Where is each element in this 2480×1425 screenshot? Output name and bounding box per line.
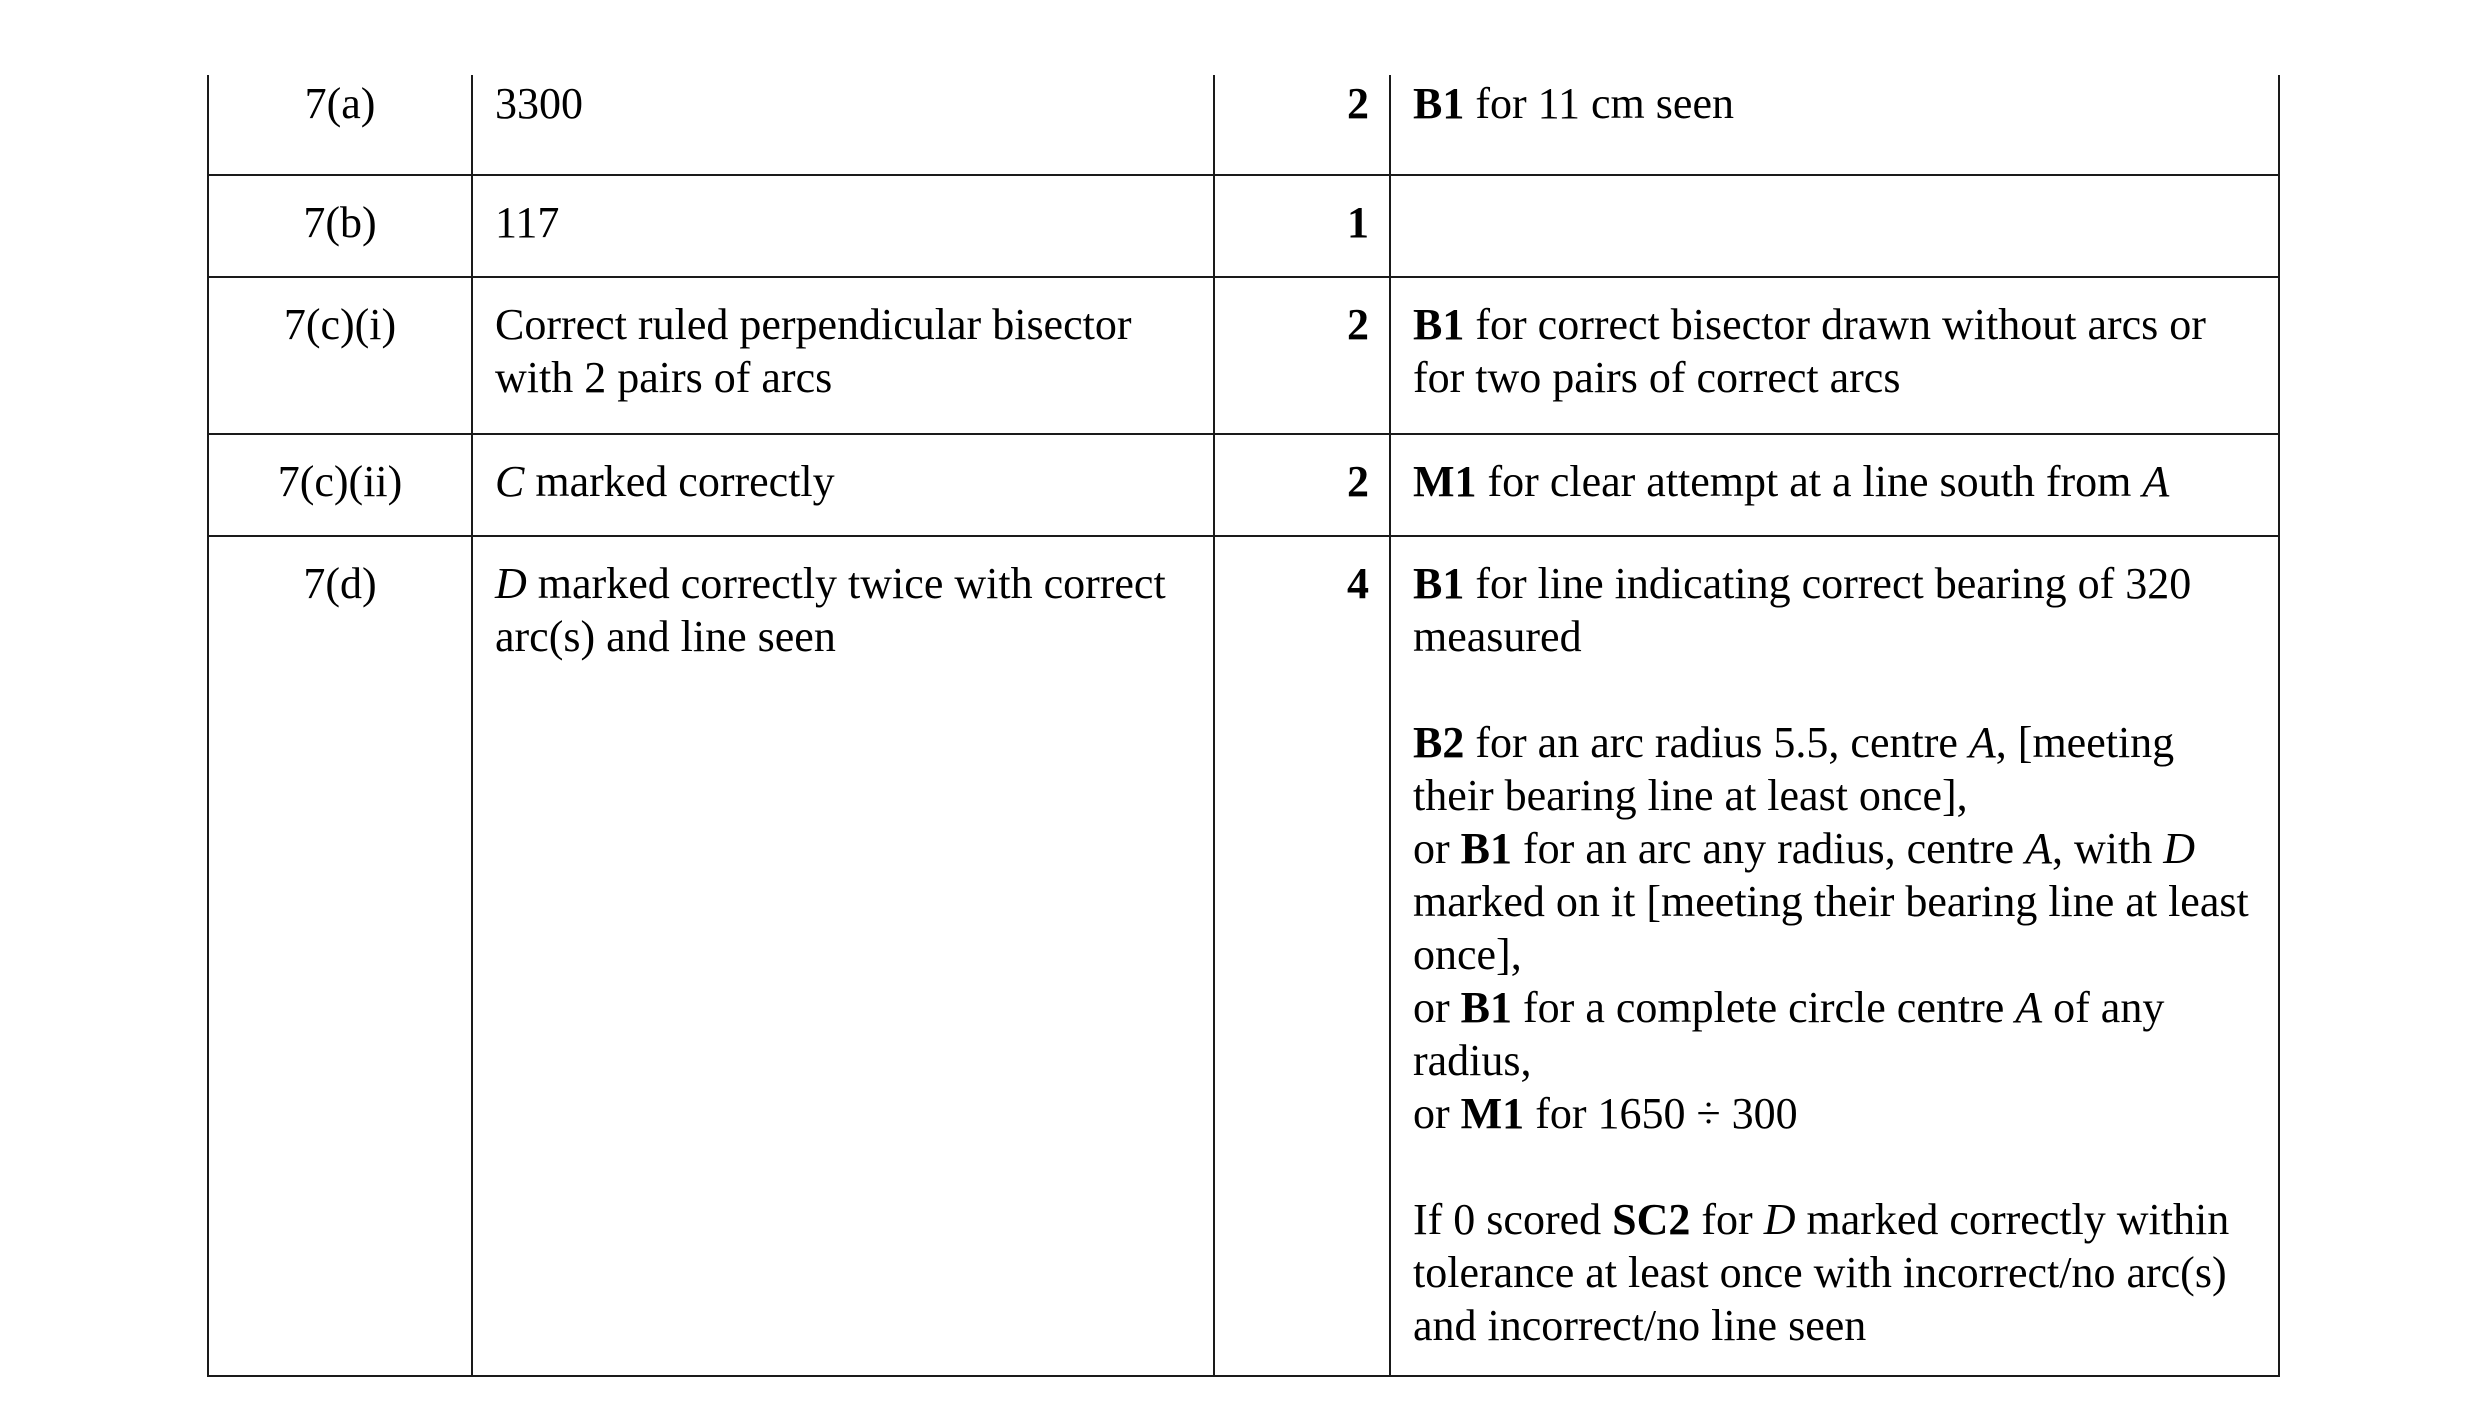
- marks-cell: [1214, 75, 1390, 175]
- point-label: D: [1763, 1195, 1796, 1244]
- marks-cell: [1214, 175, 1390, 277]
- guidance-text: [1391, 278, 2278, 404]
- guidance-run: marked correctly within tolerance at least once with incorrect/no arc(s) and incorrect/no line seen: [1413, 1195, 2230, 1350]
- guidance-run: for correct bisector drawn without arcs or for two pairs of correct arcs: [1413, 300, 2206, 402]
- answer-cell: [472, 175, 1214, 277]
- mark-code: SC2: [1612, 1195, 1691, 1244]
- mark-code: B1: [1413, 300, 1465, 349]
- question-number: 7(d): [303, 559, 377, 608]
- guidance-run: for line indicating correct bearing of 320 measured: [1413, 559, 2192, 661]
- guidance-line: [1413, 1193, 2258, 1352]
- question-number: 7(b): [303, 198, 377, 247]
- guidance-run: or: [1413, 1089, 1461, 1138]
- answer-text: [473, 435, 1213, 508]
- question-cell: [208, 434, 472, 536]
- guidance-run: marked on it [meeting their bearing line at least once],: [1413, 877, 2249, 979]
- mark-code: B1: [1413, 79, 1465, 128]
- point-label: A: [2025, 824, 2052, 873]
- guidance-line: [1413, 1087, 2258, 1140]
- guidance-run: or: [1413, 983, 1461, 1032]
- marks-value: 2: [1347, 300, 1369, 349]
- answer-italic-letter: D: [495, 559, 527, 608]
- guidance-cell: [1390, 434, 2279, 536]
- guidance-line: [1413, 981, 2258, 1087]
- guidance-line: [1413, 716, 2258, 822]
- table-row: [208, 175, 2279, 277]
- answer-rest: marked correctly twice with correct arc(s) and line seen: [495, 559, 1166, 661]
- question-number: 7(a): [304, 79, 376, 128]
- guidance-paragraph: [1413, 1193, 2258, 1352]
- guidance-run: for 11 cm seen: [1464, 79, 1734, 128]
- answer-italic-letter: C: [495, 457, 525, 506]
- table-row: [208, 536, 2279, 1376]
- mark-code: B2: [1413, 718, 1465, 767]
- guidance-cell: [1390, 277, 2279, 434]
- guidance-paragraph: [1413, 716, 2258, 1140]
- guidance-line: [1413, 298, 2258, 404]
- question-cell: [208, 536, 472, 1376]
- marks-value: 4: [1347, 559, 1369, 608]
- point-label: D: [2163, 824, 2195, 873]
- marks-cell: [1214, 277, 1390, 434]
- marks-value: 2: [1347, 79, 1369, 128]
- question-cell: [208, 75, 472, 175]
- question-number: 7(c)(i): [283, 300, 397, 349]
- answer-text: 3300: [495, 79, 583, 128]
- point-label: A: [1968, 718, 1996, 767]
- guidance-run: , with: [2051, 824, 2164, 873]
- answer-cell: [472, 75, 1214, 175]
- mark-code: B1: [1460, 983, 1513, 1032]
- mark-code: B1: [1460, 824, 1513, 873]
- mark-code: M1: [1460, 1089, 1525, 1138]
- guidance-cell: [1390, 175, 2279, 277]
- point-label: A: [2142, 457, 2170, 506]
- question-cell: [208, 277, 472, 434]
- point-label: A: [2015, 983, 2043, 1032]
- answer-cell: [472, 536, 1214, 1376]
- guidance-run: for a complete circle centre: [1512, 983, 2016, 1032]
- answer-text: [473, 537, 1213, 663]
- guidance-run: for: [1690, 1195, 1764, 1244]
- guidance-run: for an arc any radius, centre: [1512, 824, 2026, 873]
- guidance-line: [1413, 77, 2258, 130]
- mark-code: B1: [1413, 559, 1465, 608]
- mark-code: M1: [1413, 457, 1477, 506]
- answer-cell: [472, 277, 1214, 434]
- marks-value: 1: [1347, 198, 1369, 247]
- guidance-run: for an arc radius 5.5, centre: [1464, 718, 1969, 767]
- guidance-run: If 0 scored: [1413, 1195, 1613, 1244]
- guidance-line: [1413, 557, 2258, 663]
- guidance-text: [1391, 537, 2278, 1352]
- guidance-line: [1413, 455, 2258, 508]
- guidance-run: for 1650 ÷ 300: [1524, 1089, 1798, 1138]
- guidance-run: or: [1413, 824, 1461, 873]
- guidance-run: for clear attempt at a line south from: [1476, 457, 2143, 506]
- guidance-text: [1391, 176, 2278, 196]
- guidance-paragraph: [1413, 557, 2258, 663]
- guidance-text: [1391, 77, 2278, 130]
- answer-cell: [472, 434, 1214, 536]
- question-cell: [208, 175, 472, 277]
- guidance-cell: [1390, 75, 2279, 175]
- mark-scheme-table: [207, 75, 2280, 1377]
- answer-text: 117: [495, 198, 560, 247]
- question-number: 7(c)(ii): [277, 457, 403, 506]
- guidance-run: of any radius,: [1413, 983, 2165, 1085]
- marks-cell: [1214, 434, 1390, 536]
- answer-rest: marked correctly: [524, 457, 835, 506]
- guidance-text: [1391, 435, 2278, 508]
- marks-value: 2: [1347, 457, 1369, 506]
- table-row: [208, 434, 2279, 536]
- answer-text: Correct ruled perpendicular bisector with 2 pairs of arcs: [495, 300, 1132, 402]
- guidance-cell: [1390, 536, 2279, 1376]
- table-row: [208, 75, 2279, 175]
- guidance-run: , [meeting their bearing line at least once],: [1413, 718, 2175, 820]
- table-row: [208, 277, 2279, 434]
- guidance-line: [1413, 822, 2258, 981]
- marks-cell: [1214, 536, 1390, 1376]
